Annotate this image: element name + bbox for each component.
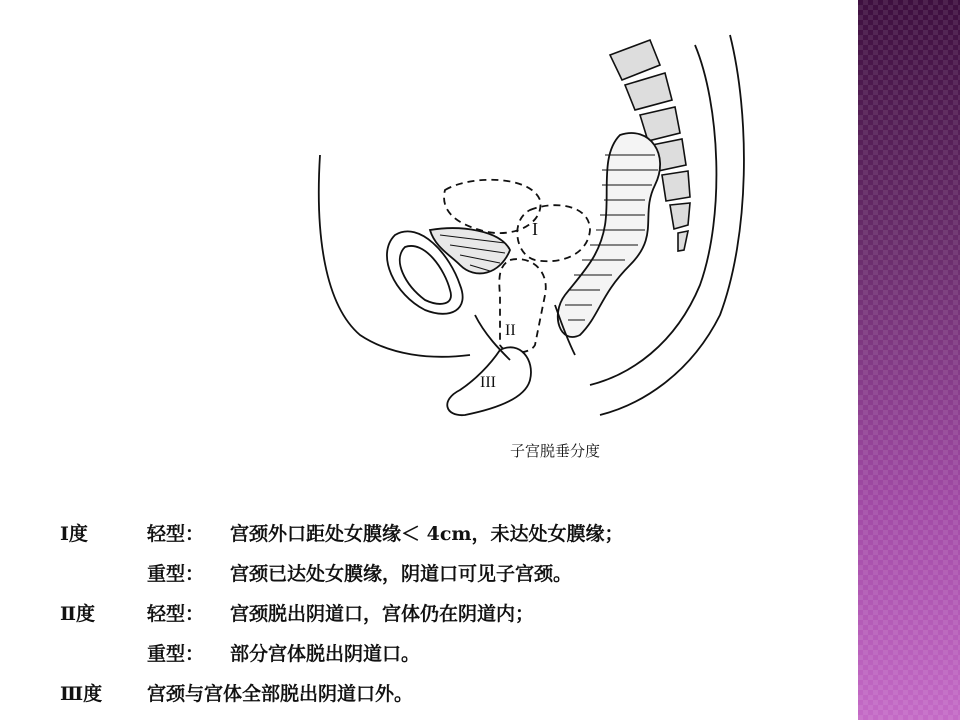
- description: 部分宫体脱出阴道口。: [230, 643, 421, 665]
- label-stage-2: II: [505, 322, 516, 339]
- uterine-prolapse-diagram: [300, 15, 760, 440]
- degree-label: Ⅲ度: [60, 683, 103, 705]
- decorative-sidebar: [858, 0, 960, 720]
- type-label: 轻型：: [147, 523, 205, 545]
- description: 宫颈脱出阴道口，宫体仍在阴道内；: [230, 603, 535, 625]
- label-stage-1: I: [532, 219, 538, 239]
- description: 宫颈已达处女膜缘，阴道口可见子宫颈。: [230, 563, 573, 585]
- degree-label: Ⅱ度: [60, 603, 96, 625]
- rectum: [558, 133, 660, 337]
- type-label: 重型：: [147, 643, 205, 665]
- label-stage-3: III: [480, 374, 496, 391]
- figure-caption: 子宫脱垂分度: [510, 442, 601, 460]
- degree-label: Ⅰ度: [60, 523, 88, 545]
- description: 宫颈外口距处女膜缘＜ 4cm，未达处女膜缘；: [230, 523, 624, 545]
- description: 宫颈与宫体全部脱出阴道口外。: [147, 683, 414, 705]
- type-label: 轻型：: [147, 603, 205, 625]
- uterus-stage-1: [517, 205, 590, 261]
- uterus-normal: [444, 180, 540, 233]
- type-label: 重型：: [147, 563, 205, 585]
